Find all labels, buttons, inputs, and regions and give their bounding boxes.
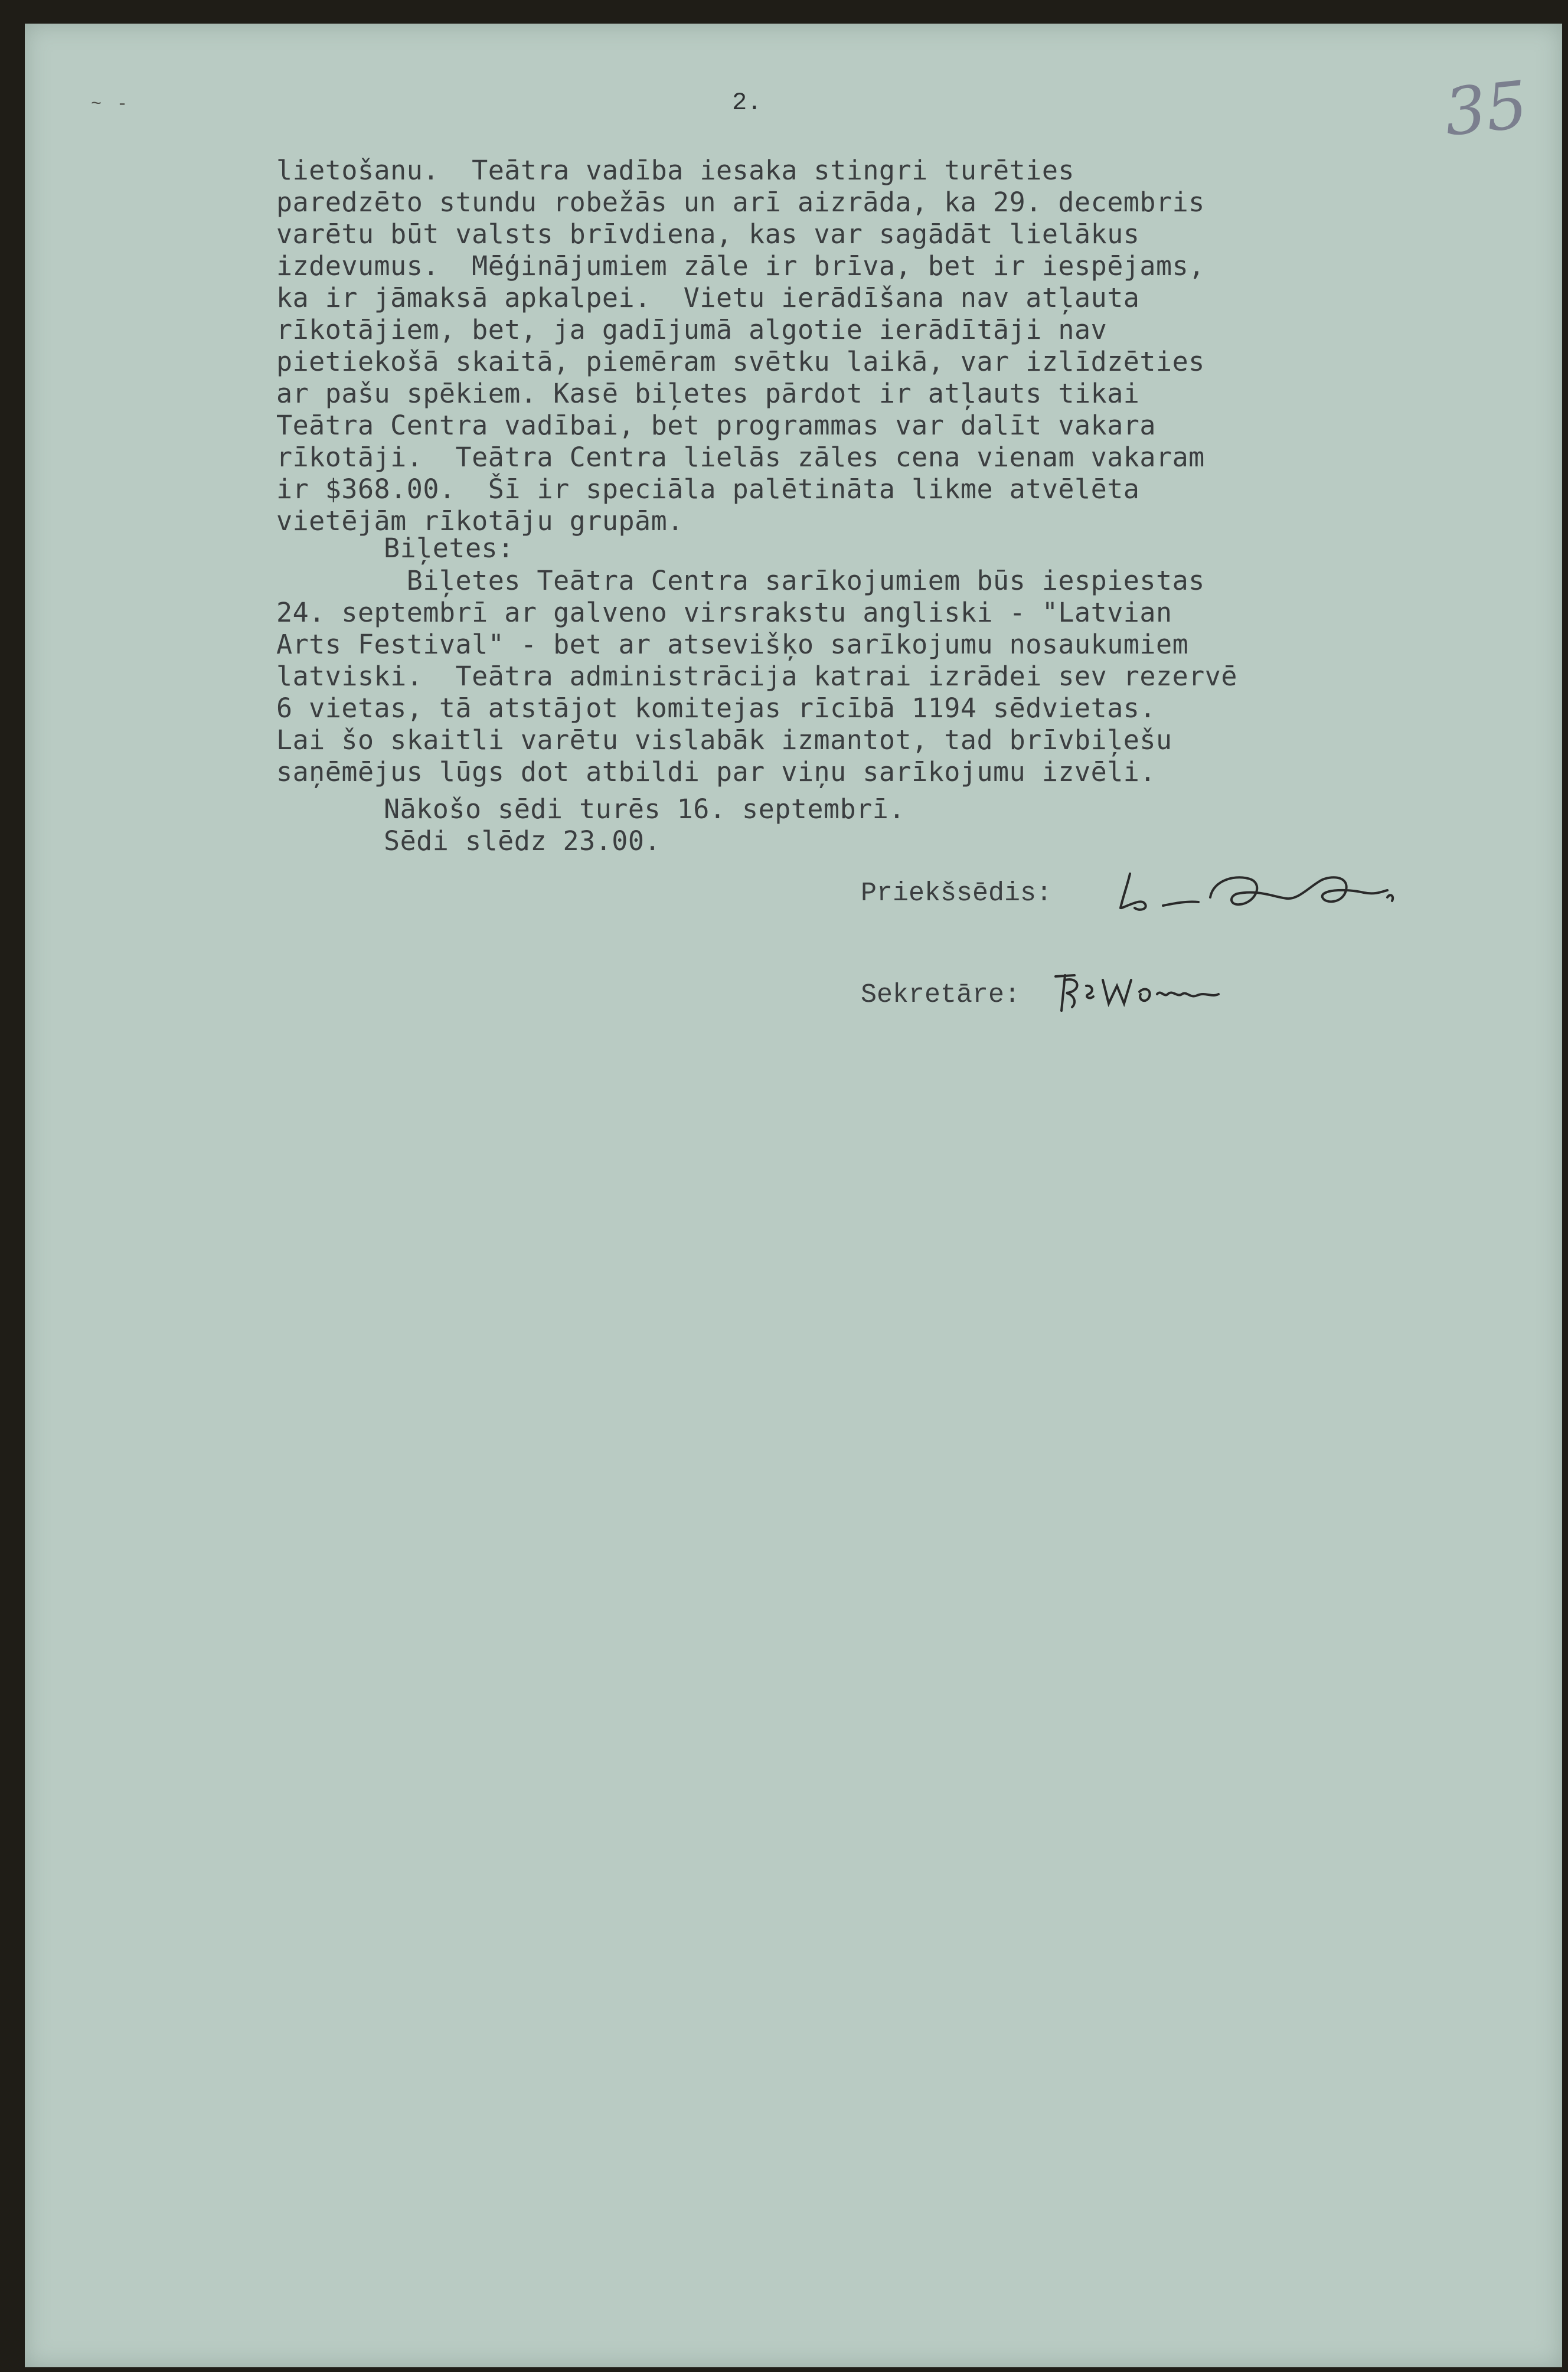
chair-signature xyxy=(1110,862,1417,921)
corner-mark: ~ - xyxy=(91,94,130,115)
secretary-signature xyxy=(1051,968,1228,1015)
secretary-label: Sekretāre: xyxy=(861,980,1021,1010)
closing-lines: Nākošo sēdi turēs 16. septembrī. Sēdi slēdz 23.00. xyxy=(384,793,905,857)
paragraph-tickets: Biļetes Teātra Centra sarīkojumiem būs iespiestas 24. septembrī ar galveno virsrakstu angliski - "Latvian Arts Festival" - bet ar atsevišķo sarīkojumu nosaukumiem latviski. Teātra administrācija katrai izrādei sev rezervē 6 vietas, tā atstājot komitejas rīcībā 1194 sēdvietas. Lai šo skaitli varētu vislabāk izmantot, tad brīvbiļešu saņēmējus lūgs dot atbildi par viņu sarīkojumu izvēli. xyxy=(276,565,1237,788)
paragraph-theatre-rules: lietošanu. Teātra vadība iesaka stingri turēties paredzēto stundu robežās un arī aizrāda, ka 29. decembris varētu būt valsts brīvdiena, kas var sagādāt lielākus izdevumus. Mēģinājumiem zāle ir brīva, bet ir iespējams, ka ir jāmaksā apkalpei. Vietu ierādīšana nav atļauta rīkotājiem, bet, ja gadījumā algotie ierādītāji nav pietiekošā skaitā, piemēram svētku laikā, var izlīdzēties ar pašu spēkiem. Kasē biļetes pārdot ir atļauts tikai Teātra Centra vadībai, bet programmas var dalīt vakara rīkotāji. Teātra Centra lielās zāles cena vienam vakaram ir $368.00. Šī ir speciāla palētināta likme atvēlēta vietējām rīkotāju grupām. xyxy=(276,155,1205,537)
archive-number: 35 xyxy=(1440,67,1531,151)
page-number: 2. xyxy=(732,89,762,117)
chair-label: Priekšsēdis: xyxy=(861,878,1053,909)
section-heading-tickets: Biļetes: xyxy=(384,532,514,564)
